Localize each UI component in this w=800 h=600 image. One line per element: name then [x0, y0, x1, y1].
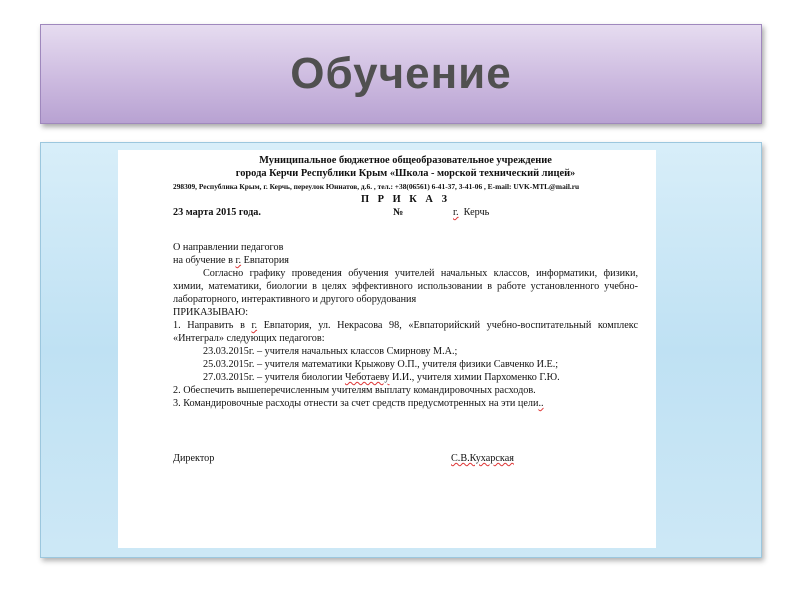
subject-line2 [173, 254, 638, 267]
order-word: ПРИКАЗЫВАЮ: [173, 307, 249, 318]
order-city-name: Керчь [463, 207, 490, 218]
order-number-label: № [393, 207, 404, 218]
subject-line2-g: г. [235, 255, 242, 266]
order-date: 23 марта 2015 года. [173, 207, 261, 218]
order-city-prefix: г. [453, 207, 459, 218]
doc-header-line1: Муниципальное бюджетное общеобразовательное учреждение [259, 155, 552, 166]
signature-role: Директор [173, 453, 215, 464]
item1-g: г. [251, 320, 258, 331]
item3-main: 3. Командировочные расходы отнести за счет средств предусмотренных на эти цели [173, 398, 539, 409]
order-subitem-2: 25.03.2015г. – учителя математики Крыжову О.П., учителя физики Савченко И.Е.; [203, 359, 559, 370]
sub3-prefix: 27.03.2015г. – учителя биологии [203, 372, 345, 383]
item1-prefix: 1. Направить в [173, 320, 252, 331]
order-title: П Р И К А З [360, 194, 451, 205]
order-city [453, 206, 489, 219]
order-subitem-3 [173, 371, 638, 384]
subject-line1: О направлении педагогов [173, 242, 284, 253]
order-item-1 [173, 319, 638, 345]
item3-end: .. [538, 398, 544, 409]
slide-title-bar [40, 24, 762, 124]
order-document [118, 150, 656, 548]
subject-line2-prefix: на обучение в [173, 255, 236, 266]
order-date-row [173, 206, 638, 219]
slide-title: Обучение [290, 49, 512, 98]
doc-address: 298309, Республика Крым, г. Керчь, переулок Юннатов, д.6. , тел.: +38(06561) 6-41-37, 3-41-06 , E-mail: UVK-MTL@mail.ru [173, 182, 580, 191]
doc-header-line2: города Керчи Республики Крым «Школа - морской технический лицей» [235, 168, 576, 179]
signature-row [173, 452, 638, 465]
order-item-3 [173, 397, 638, 410]
signature-name: С.В.Кухарская [451, 453, 514, 464]
order-subitem-1: 23.03.2015г. – учителя начальных классов Смирнову М.А.; [203, 346, 458, 357]
sub3-name: Чеботаеву [344, 372, 390, 383]
subject-line2-city: Евпатория [241, 255, 289, 266]
sub3-rest: И.И., учителя химии Пархоменко Г.Ю. [389, 372, 560, 383]
item1-rest: Евпатория, ул. Некрасова 98, «Евпаторийский учебно-воспитательный комплекс «Интеграл» следующих педагогов: [173, 320, 638, 344]
order-item-2: 2. Обеспечить вышеперечисленным учителям выплату командировочных расходов. [173, 385, 536, 396]
order-subject [173, 241, 638, 267]
order-body: Согласно графику проведения обучения учителей начальных классов, информатики, физики, химии, математики, биологии в целях эффективного использовании в работе установленного учебно-лабораторного, интерактивного и другого оборудования [173, 268, 638, 305]
